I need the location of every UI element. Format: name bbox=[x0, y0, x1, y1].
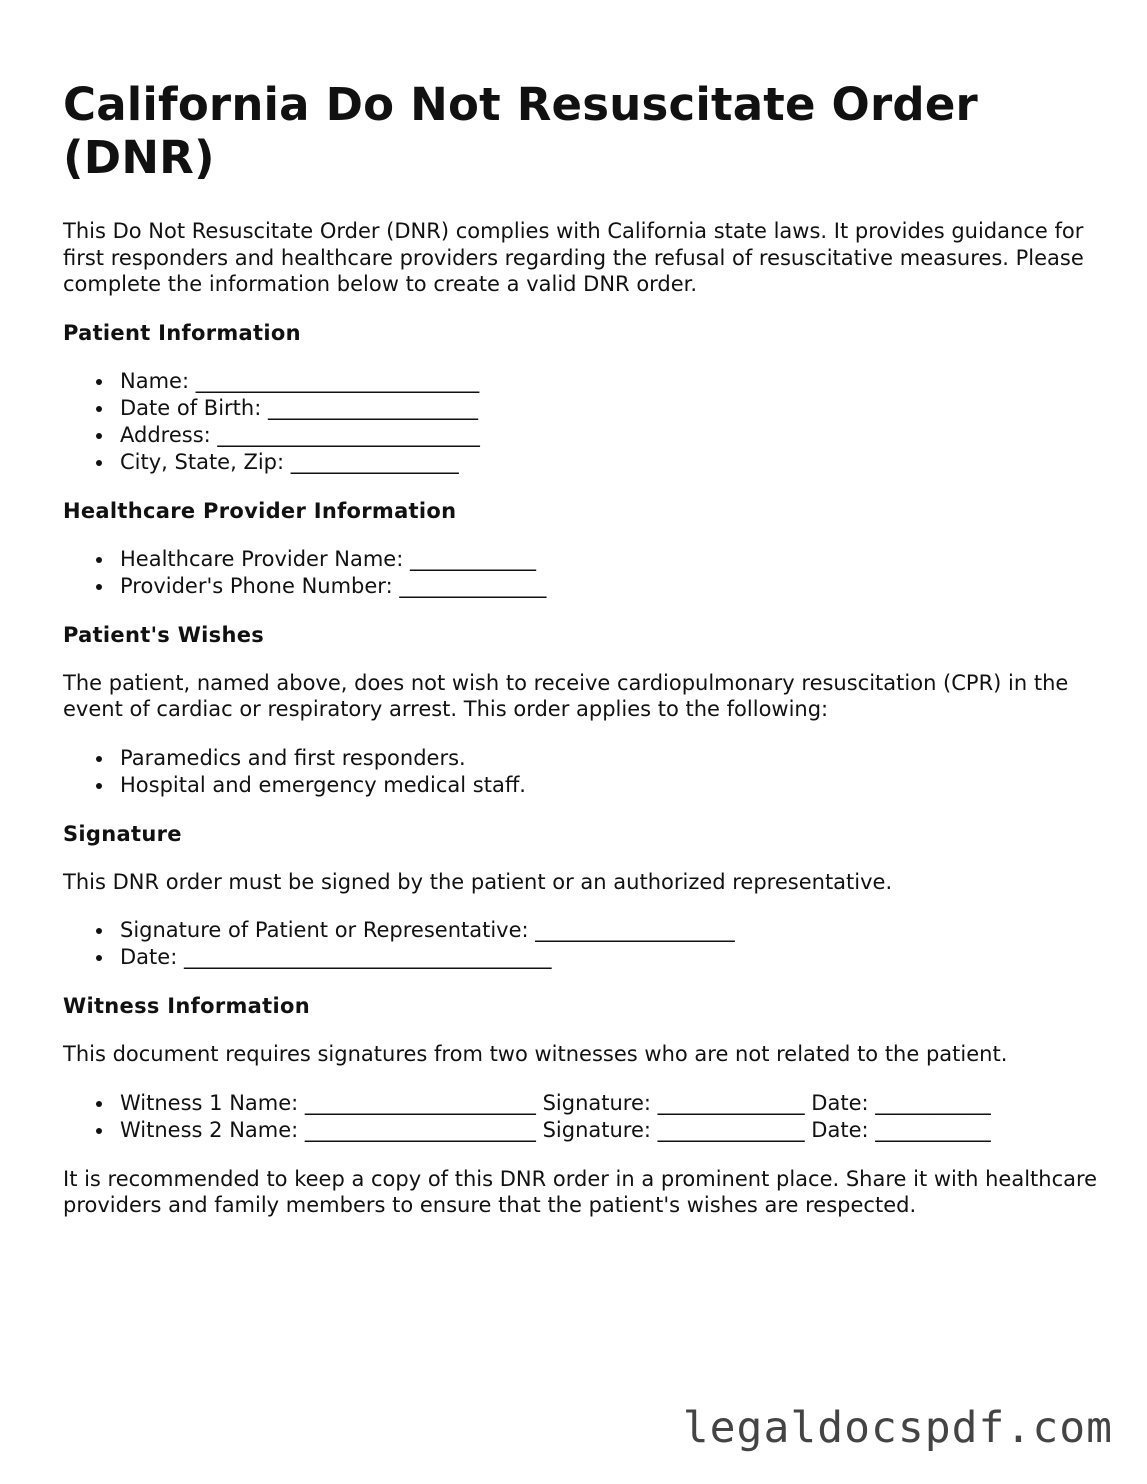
wishes-heading: Patient's Wishes bbox=[63, 622, 265, 647]
patient-info-list bbox=[63, 368, 1103, 476]
witness-2-field: Witness 2 Name: ______________________ Signature: ______________ Date: ___________ bbox=[120, 1117, 1103, 1144]
closing-paragraph: It is recommended to keep a copy of this DNR order in a prominent place. Share it with healthcare providers and family members to ensure that the patient's wishes are respected. bbox=[63, 1166, 1098, 1217]
witness-list bbox=[63, 1090, 1103, 1144]
patient-info-heading: Patient Information bbox=[63, 320, 301, 345]
provider-info-heading: Healthcare Provider Information bbox=[63, 498, 457, 523]
signature-field: Signature of Patient or Representative: ___________________ bbox=[120, 917, 1103, 944]
signature-heading: Signature bbox=[63, 821, 182, 846]
signature-date-field: Date: ___________________________________ bbox=[120, 944, 1103, 971]
provider-phone-field: Provider's Phone Number: ______________ bbox=[120, 573, 1103, 600]
wishes-item-paramedics: Paramedics and first responders. bbox=[120, 745, 1103, 772]
provider-name-field: Healthcare Provider Name: ____________ bbox=[120, 546, 1103, 573]
wishes-list bbox=[63, 745, 1103, 799]
patient-address-field: Address: _________________________ bbox=[120, 422, 1103, 449]
signature-list bbox=[63, 917, 1103, 971]
provider-info-list bbox=[63, 546, 1103, 600]
wishes-paragraph: The patient, named above, does not wish to receive cardiopulmonary resuscitation (CPR) in the event of cardiac or respiratory arrest. This order applies to the following: bbox=[63, 670, 1069, 721]
patient-dob-field: Date of Birth: ____________________ bbox=[120, 395, 1103, 422]
witness-1-field: Witness 1 Name: ______________________ Signature: ______________ Date: ___________ bbox=[120, 1090, 1103, 1117]
document-title: California Do Not Resuscitate Order (DNR) bbox=[63, 78, 978, 184]
patient-city-state-zip-field: City, State, Zip: ________________ bbox=[120, 449, 1103, 476]
watermark: legaldocspdf.com bbox=[682, 1403, 1113, 1453]
witness-heading: Witness Information bbox=[63, 994, 310, 1018]
intro-paragraph: This Do Not Resuscitate Order (DNR) complies with California state laws. It provides guidance for first responders and healthcare providers regarding the refusal of resuscitative measures. Please complete the information below to create a valid DNR order. bbox=[63, 219, 1084, 296]
witness-paragraph: This document requires signatures from two witnesses who are not related to the patient. bbox=[63, 1042, 1008, 1066]
wishes-item-hospital: Hospital and emergency medical staff. bbox=[120, 772, 1103, 799]
patient-name-field: Name: ___________________________ bbox=[120, 368, 1103, 395]
document-page bbox=[63, 78, 1103, 1241]
signature-paragraph: This DNR order must be signed by the patient or an authorized representative. bbox=[63, 869, 893, 894]
